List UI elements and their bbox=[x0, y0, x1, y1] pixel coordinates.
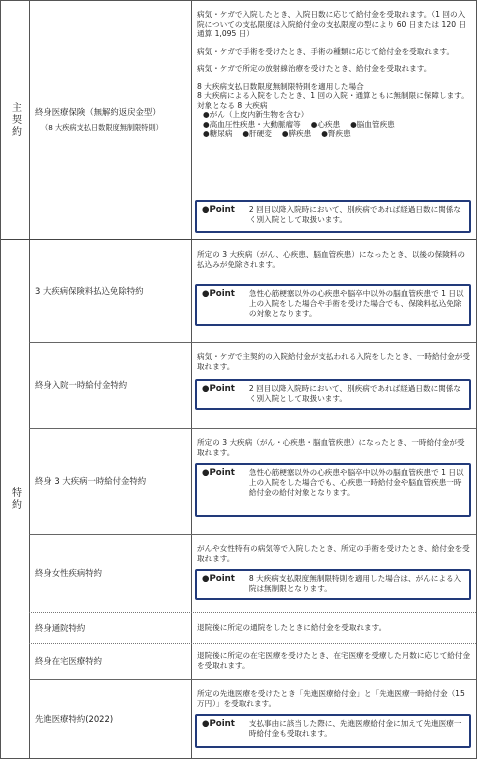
point-text: 急性心筋梗塞以外の心疾患や脳卒中以外の脳血管疾患で 1 日以上の入院をした場合や手術を受けた場合でも、保険料払込免除の対象となります。 bbox=[248, 289, 464, 318]
rider-name bbox=[35, 643, 185, 679]
rider-description bbox=[197, 544, 471, 563]
category-label: 特約 bbox=[9, 486, 21, 511]
point-box bbox=[195, 714, 471, 748]
point-box bbox=[195, 379, 471, 410]
product-name: 終身医療保険（無解約返戻金型） bbox=[35, 107, 161, 117]
main-contract-description bbox=[197, 10, 474, 139]
disease-list bbox=[203, 110, 471, 139]
disease-list-heading: 対象となる 8 大疾病 bbox=[197, 100, 268, 110]
description-paragraph: 8 大疾病による入院をしたとき、1 回の入院・通算ともに無制限に保障します。 bbox=[197, 91, 469, 100]
description-paragraph: 病気・ケガで手術を受けたとき、手術の種類に応じて給付金を受取れます。 bbox=[197, 46, 455, 56]
point-label: ●Point bbox=[202, 205, 235, 215]
point-text: 支払事由に該当した際に、先進医療給付金に加えて先進医療一時給付金も受取れます。 bbox=[248, 719, 462, 738]
point-box bbox=[195, 569, 471, 600]
disease-item: ●肝硬変 bbox=[242, 129, 272, 138]
point-label: ●Point bbox=[202, 719, 235, 729]
rider-name bbox=[35, 428, 185, 534]
rider-name-label: 3 大疾病保険料払込免除特約 bbox=[35, 285, 144, 296]
category-riders bbox=[1, 239, 29, 758]
point-box bbox=[195, 284, 471, 326]
column-divider-name bbox=[191, 1, 192, 758]
disease-item: ●脳血管疾患 bbox=[350, 119, 395, 129]
disease-item: ●腎疾患 bbox=[321, 129, 351, 138]
point-box bbox=[195, 200, 471, 233]
rider-description bbox=[197, 438, 471, 457]
description-paragraph: 所定の 3 大疾病（がん・心疾患・脳血管疾患）になったとき、一時給付金が受取れます。 bbox=[197, 438, 465, 457]
description-paragraph: 病気・ケガで入院したとき、入院日数に応じて給付金を受取れます。（1 回の入院についての支払限度は入院給付金の支払限度の型により 60 日または 120 日 通算 1,095 日） bbox=[197, 10, 474, 38]
point-text: 2 回目以降入院時において、別疾病であれば経過日数に関係なく別入院として取扱います。 bbox=[248, 205, 461, 224]
rider-name bbox=[35, 342, 185, 428]
description-paragraph: 所定の 3 大疾病（がん、心疾患、脳血管疾患）になったとき、以後の保険料の払込みが免除されます。 bbox=[197, 250, 465, 269]
point-text: 急性心筋梗塞以外の心疾患や脳卒中以外の脳血管疾患で 1 日以上の入院をした場合でも、心疾患一時給付金や脳血管疾患一時給付金の給付対象となります。 bbox=[248, 468, 464, 497]
description-paragraph: 退院後に所定の通院をしたときに給付金を受取れます。 bbox=[197, 623, 387, 632]
description-paragraph: 所定の先進医療を受けたとき「先進医療給付金」と「先進医療一時給付金（15 万円）」を受取れます。 bbox=[197, 689, 465, 708]
category-main-contract bbox=[1, 1, 29, 239]
description-paragraph: 8 大疾病支払日数限度無制限特則を適用した場合 bbox=[197, 81, 364, 91]
rider-name-label: 終身入院一時給付金特約 bbox=[35, 380, 128, 390]
rider-name bbox=[35, 679, 185, 758]
rider-name bbox=[35, 239, 185, 342]
disease-item: ●高血圧性疾患・大動脈瘤等 bbox=[203, 119, 301, 129]
rider-name-label: 先進医療特約(2022) bbox=[35, 713, 114, 724]
rider-name-label: 終身女性疾病特約 bbox=[35, 568, 102, 578]
rider-name-label: 終身 3 大疾病一時給付金特約 bbox=[35, 476, 147, 486]
point-label: ●Point bbox=[202, 384, 235, 394]
main-contract-name bbox=[35, 1, 185, 239]
point-label: ●Point bbox=[202, 574, 235, 584]
disease-item: ●膵疾患 bbox=[281, 129, 312, 138]
point-box bbox=[195, 463, 471, 517]
rider-name bbox=[35, 534, 185, 612]
rider-description bbox=[197, 689, 471, 708]
rider-description bbox=[197, 651, 471, 670]
category-label: 主契約 bbox=[9, 102, 21, 138]
disease-item: ●心疾患 bbox=[310, 119, 341, 129]
rider-description bbox=[197, 250, 471, 269]
disease-item: ●糖尿病 bbox=[203, 129, 233, 138]
column-divider-category bbox=[29, 1, 30, 758]
point-text: 8 大疾病支払限度無制限特則を適用した場合は、がんによる入院は無制限となります。 bbox=[248, 574, 462, 593]
rider-name-label: 終身在宅医療特約 bbox=[35, 656, 102, 666]
description-paragraph: 退院後に所定の在宅医療を受けたとき、在宅医療を受療した月数に応じて給付金を受取れます。 bbox=[197, 651, 471, 670]
product-subname: （8 大疾病支払日数限度無制限特則） bbox=[41, 123, 163, 132]
disease-item: ●がん（上皮内新生物を含む） bbox=[203, 110, 309, 119]
rider-description bbox=[197, 352, 471, 371]
description-paragraph: 病気・ケガで所定の放射線治療を受けたとき、給付金を受取れます。 bbox=[197, 64, 432, 73]
point-label: ●Point bbox=[202, 468, 235, 478]
rider-name-label: 終身通院特約 bbox=[35, 622, 86, 633]
description-paragraph: 病気・ケガで主契約の入院給付金が支払われる入院をしたとき、一時給付金が受取れます。 bbox=[197, 352, 470, 371]
rider-name bbox=[35, 612, 185, 643]
description-paragraph: がんや女性特有の病気等で入院したとき、所定の手術を受けたとき、給付金を受取れます。 bbox=[197, 544, 470, 563]
rider-description bbox=[197, 623, 471, 633]
point-label: ●Point bbox=[202, 289, 235, 299]
point-text: 2 回目以降入院時において、別疾病であれば経過日数に関係なく別入院として取扱います。 bbox=[248, 384, 461, 403]
